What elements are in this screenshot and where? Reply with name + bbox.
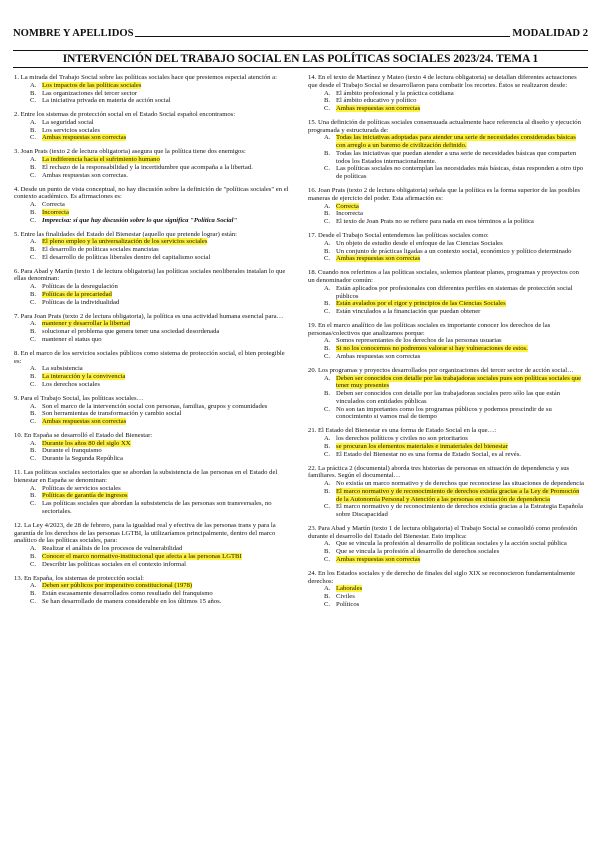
answer-option [308, 105, 584, 113]
option-text: Todas las iniciativas que puedan atender a una serie de necesidades básicas que comparten todos los Estados internacionalmente. [336, 149, 577, 165]
question-text: 10. En España se desarrolló el Estado del Bienestar: [14, 431, 153, 439]
option-text: El ámbito profesional y la práctica cotidiana [336, 89, 454, 97]
answer-option [14, 82, 290, 90]
question-text: 11. Las políticas sociales sectoriales que se abordan la subsistencia de las personas en el Estado del bienestar en España se denominan: [14, 469, 278, 484]
answer-option [14, 590, 290, 598]
option-letter: B. [30, 290, 37, 298]
answer-option [14, 238, 290, 246]
answer-option [14, 246, 290, 254]
answer-option [308, 488, 584, 504]
answer-option [14, 156, 290, 164]
answer-option [14, 582, 290, 590]
option-text: Políticas de la desregulación [42, 283, 118, 291]
answer-option [308, 255, 584, 263]
question-text: 9. Para el Trabajo Social, las políticas sociales… [14, 394, 144, 402]
answer-option [308, 443, 584, 451]
option-letter: A. [30, 118, 37, 126]
option-letter: B. [30, 246, 37, 253]
option-letter: B. [30, 492, 37, 500]
option-letter: C. [30, 418, 37, 425]
option-letter: A. [30, 582, 37, 590]
answer-option [14, 328, 290, 336]
question-right-1 [308, 74, 584, 113]
option-text: Ambas respuestas son correctas [336, 352, 421, 360]
answer-option [14, 545, 290, 553]
question-right-10 [308, 525, 584, 564]
option-letter: A. [324, 134, 331, 142]
option-text: La subsistencia [42, 365, 83, 373]
answer-option [14, 283, 290, 291]
option-text: Civiles [336, 593, 355, 601]
option-letter: C. [324, 450, 331, 458]
option-letter: C. [324, 405, 331, 413]
option-letter: A. [30, 238, 37, 246]
option-text: Describir las políticas sociales en el contexto informal [42, 560, 187, 568]
option-letter: C. [324, 165, 331, 173]
option-letter: B. [30, 126, 37, 134]
option-letter: C. [30, 455, 37, 463]
option-text: Un objeto de estudio desde el enfoque de las Ciencias Sociales [336, 239, 503, 247]
option-letter: B. [324, 149, 331, 157]
option-letter: A. [30, 484, 37, 492]
option-text: Los servicios sociales [42, 126, 100, 134]
question-text: 23. Para Abad y Martín (texto 1 de lectura obligatoria) el Trabajo Social se consolidó como profesión durante el desarrollo del Estado del Bienestar. Esto implica: [308, 524, 578, 540]
answer-option [308, 601, 584, 609]
answer-option [14, 381, 290, 389]
answer-option [14, 90, 290, 98]
option-text: Durante el franquismo [42, 447, 102, 455]
option-letter: B. [324, 390, 331, 398]
option-letter: A. [30, 365, 37, 373]
option-text: Un conjunto de prácticas ligadas a un contexto social, económico y político determinado [336, 247, 572, 255]
question-text: 22. La práctica 2 (documental) aborda tres historias de personas en situación de dependencia y sus familiares. Según el documental… [308, 464, 570, 480]
answer-option [308, 165, 584, 181]
question-left-8 [14, 350, 290, 389]
highlighted-answer: Están avalados por el rigor y principios de las Ciencias Sociales [336, 300, 506, 308]
highlighted-answer: Si no los conocemos no podremos valorar si hay vulneraciones de estos. [336, 345, 528, 353]
option-text: Ambas respuestas son correctas. [42, 171, 128, 179]
option-text: La seguridad social [42, 118, 94, 126]
option-letter: C. [30, 380, 37, 388]
highlighted-answer: El pleno empleo y la universalización de los servicios sociales [42, 238, 208, 246]
answer-option [308, 218, 584, 226]
highlighted-answer: Laborales [336, 585, 363, 593]
option-letter: A. [324, 585, 331, 593]
answer-option [308, 540, 584, 548]
option-text: Correcta [42, 201, 65, 209]
answer-option [308, 210, 584, 218]
option-letter: C. [324, 600, 331, 608]
option-text: Realizar el análisis de los procesos de vulnerabilidad [42, 545, 183, 553]
option-letter: A. [324, 480, 331, 487]
answer-option [308, 353, 584, 361]
option-text: Están escasamente desarrollados como resultado del franquismo [42, 590, 213, 597]
option-letter: C. [30, 97, 37, 105]
option-text: El marco normativo y de reconocimiento de derechos existía gracias a la Estrategia Española sobre Discapacidad [336, 503, 583, 518]
answer-option [14, 119, 290, 127]
option-letter: B. [324, 300, 331, 308]
option-text: Durante la Segunda República [42, 455, 123, 463]
answer-option [14, 500, 290, 516]
option-letter: C. [30, 335, 37, 343]
option-text: Políticas de servicios sociales [42, 484, 121, 492]
option-text: El Estado del Bienestar no es una forma de Estado Social, es al revés. [336, 450, 521, 458]
option-letter: A. [30, 320, 37, 328]
question-text: 19. En el marco analítico de las políticas sociales es importante conocer los derechos de las personas/colectivos que analizamos porque: [308, 321, 551, 337]
answer-option [14, 553, 290, 561]
answer-option [308, 503, 584, 519]
option-letter: B. [324, 487, 331, 495]
option-letter: C. [30, 560, 37, 568]
question-text: 16. Joan Prats (texto 2 de lectura obligatoria) señala que la política es la forma superior de las posibles maneras de ejercicio del poder. Esta afirmación es: [308, 187, 580, 202]
option-letter: B. [324, 593, 331, 601]
answer-option [14, 254, 290, 262]
question-right-2 [308, 119, 584, 181]
highlighted-answer: se procuran los elementos materiales e inmateriales del bienestar [336, 442, 508, 450]
question-left-4 [14, 186, 290, 225]
option-letter: B. [30, 208, 37, 216]
option-letter: A. [324, 239, 331, 247]
answer-option [308, 203, 584, 211]
highlighted-answer: El marco normativo y de reconocimiento de derechos existía gracias a la Ley de Promoción de la Autonomía Personal y Atención a las personas en situación de dependencia [336, 487, 580, 503]
answer-option [308, 435, 584, 443]
question-text: 14. En el texto de Martínez y Mateo (texto 4 de lectura obligatoria) se detallan diferentes actuaciones que desde el Trabajo Social se desarrollaron para combatir los recortes. Éstos se realizaron desde: [308, 74, 577, 89]
answer-option [14, 201, 290, 209]
question-left-3 [14, 148, 290, 179]
answer-option [14, 134, 290, 142]
answer-option [14, 336, 290, 344]
option-letter: A. [30, 439, 37, 447]
option-text: El desarrollo de políticas sociales mancistas [42, 246, 159, 253]
question-left-11 [14, 469, 290, 516]
option-letter: B. [324, 210, 331, 218]
answer-option [14, 418, 290, 426]
highlighted-answer: Conocer el marco normativo-institucional que afecta a las personas LGTBI [42, 552, 242, 560]
answer-option [14, 217, 290, 225]
answer-option [308, 97, 584, 105]
option-letter: A. [30, 402, 37, 410]
answer-option [308, 406, 584, 422]
option-letter: B. [30, 373, 37, 381]
question-text: 17. Desde el Trabajo Social entendemos las políticas sociales como: [308, 232, 489, 240]
option-letter: C. [30, 298, 37, 306]
question-text: 20. Los programas y proyectos desarrollados por organizaciones del tercer sector de acción social… [308, 366, 574, 374]
option-text: Son herramientas de transformación y cambio social [42, 410, 182, 418]
question-left-12 [14, 522, 290, 569]
option-text: El ámbito educativo y político [336, 97, 417, 105]
answer-option [14, 410, 290, 418]
highlighted-answer: Políticas de la precariedad [42, 290, 112, 298]
question-text: 1. La mirada del Trabajo Social sobre las políticas sociales hace que prestemos especial atención a: [14, 74, 277, 81]
answer-option [308, 548, 584, 556]
question-text: 3. Joan Prats (texto 2 de lectura obligatoria) asegura que la política tiene dos enemigos: [14, 148, 246, 156]
name-label: NOMBRE Y APELLIDOS [13, 28, 134, 39]
option-letter: C. [324, 352, 331, 360]
option-letter: B. [324, 97, 331, 105]
answer-option [308, 337, 584, 345]
answer-option [14, 320, 290, 328]
question-left-1 [14, 74, 290, 105]
answer-option [308, 390, 584, 406]
answer-option [14, 440, 290, 448]
answer-option [308, 585, 584, 593]
option-text: La iniciativa privada en materia de acción social [42, 97, 171, 105]
modality-label: MODALIDAD 2 [512, 28, 588, 39]
question-text: 21. El Estado del Bienestar es una forma de Estado Social en la que…: [308, 427, 497, 435]
highlighted-answer: Ambas respuestas son correctas [336, 255, 421, 263]
option-letter: B. [30, 89, 37, 97]
option-text: Que se vincula la profesión al desarrollo de políticas sociales y la acción social pública [336, 540, 567, 548]
option-text: El texto de Joan Prats no se refiere para nada en esos términos a la política [336, 218, 534, 226]
answer-option [308, 480, 584, 488]
option-letter: B. [30, 447, 37, 455]
question-left-5 [14, 231, 290, 262]
question-text: 7. Para Joan Prats (texto 2 de lectura obligatoria), la política es una actividad humana esencial para… [14, 312, 284, 320]
highlighted-answer: Correcta [336, 202, 359, 210]
option-text: Las políticas sociales que abordan la subsistencia de las personas son transversales, no sectoriales. [42, 500, 272, 515]
answer-option [14, 291, 290, 299]
highlighted-answer: Incorrecta [42, 208, 69, 216]
highlighted-answer: La indiferencia hacia el sufrimiento humano [42, 156, 160, 164]
answer-option [14, 97, 290, 105]
option-letter: A. [324, 540, 331, 548]
option-text: Las organizaciones del tercer sector [42, 89, 138, 97]
option-letter: B. [30, 328, 37, 336]
question-text: 6. Para Abad y Martín (texto 1 de lectura obligatoria) las políticas sociales neoliberales instalan lo que ellas denominan: [14, 267, 286, 283]
option-letter: C. [30, 253, 37, 261]
answer-option [14, 209, 290, 217]
option-text: Las políticas sociales no contemplan las necesidades más básicas, éstas responden a otro tipo de políticas [336, 165, 584, 181]
answer-option [308, 248, 584, 256]
option-text: El desarrollo de políticas liberales dentro del capitalismo social [42, 253, 211, 261]
option-letter: A. [30, 545, 37, 553]
question-left-10 [14, 432, 290, 463]
question-text: 4. Desde un punto de vista conceptual, no hay discusión sobre la definición de "políticas sociales" en el contexto académico. Es afirmaciones es: [14, 185, 289, 201]
question-left-9 [14, 395, 290, 426]
answer-option [14, 455, 290, 463]
highlighted-answer: Ambas respuestas son correctas [42, 418, 127, 425]
highlighted-answer: Ambas respuestas son correctas [336, 555, 421, 563]
question-right-11 [308, 570, 584, 609]
highlighted-answer: mantener y desarrollar la libertad [42, 320, 131, 328]
question-right-3 [308, 187, 584, 226]
answer-option [14, 598, 290, 606]
answer-option [14, 299, 290, 307]
highlighted-answer: Deben ser públicos por imperativo constitucional (1978) [42, 582, 193, 590]
option-letter: B. [324, 442, 331, 450]
question-text: 24. En los Estados sociales y de derecho de finales del siglo XIX se reconocieron fundamentalmente derechos: [308, 569, 576, 585]
answer-option [308, 150, 584, 166]
highlighted-answer: Durante los años 80 del siglo XX [42, 439, 131, 447]
left-column [14, 74, 290, 612]
answer-option [14, 492, 290, 500]
answer-option [14, 365, 290, 373]
question-left-2 [14, 111, 290, 142]
option-letter: A. [324, 89, 331, 97]
option-letter: A. [324, 337, 331, 345]
option-text: los derechos políticos y civiles no son prioritarios [336, 435, 468, 443]
answer-option [308, 300, 584, 308]
option-text: Están aplicados por profesionales con diferentes perfiles en sistemas de protección social públicos [336, 284, 573, 300]
question-right-5 [308, 269, 584, 316]
question-text: 15. Una definición de políticas sociales consensuada actualmente hace referencia al diseño y ejecución programada y estructurada de: [308, 118, 581, 134]
option-text: Políticas de la individualidad [42, 298, 120, 306]
question-right-4 [308, 232, 584, 263]
option-letter: A. [30, 201, 37, 209]
option-letter: A. [30, 283, 37, 291]
question-left-6 [14, 268, 290, 307]
question-text: 2. Entre los sistemas de protección social en el Estado Social español encontramos: [14, 111, 236, 119]
name-line [135, 36, 510, 37]
answer-option [308, 90, 584, 98]
option-text: Deben ser conocidos con detalle por las trabajadoras sociales pero sólo las que están vinculados con entidades públicas [336, 390, 561, 405]
answer-option [308, 375, 584, 391]
option-text: El rechazo de la responsabilidad y la incertidumbre que acompaña a la libertad. [42, 163, 253, 171]
option-text: Imprecisa: sí que hay discusión sobre lo que significa "Política Social" [42, 216, 238, 224]
option-letter: C. [30, 216, 37, 224]
answer-option [14, 172, 290, 180]
question-right-7 [308, 367, 584, 421]
option-letter: A. [30, 156, 37, 164]
answer-option [14, 127, 290, 135]
answer-option [14, 403, 290, 411]
answer-option [308, 593, 584, 601]
option-text: Los derechos sociales [42, 380, 100, 388]
option-letter: A. [324, 202, 331, 210]
option-text: Son el marco de la intervención social con personas, familias, grupos y comunidades [42, 402, 268, 410]
option-letter: C. [30, 134, 37, 142]
option-letter: C. [30, 171, 37, 179]
option-letter: B. [324, 548, 331, 556]
answer-option [14, 447, 290, 455]
question-left-7 [14, 313, 290, 344]
highlighted-answer: La interacción y la convivencia [42, 373, 126, 381]
right-column [308, 74, 584, 615]
header [13, 28, 588, 39]
option-letter: A. [324, 284, 331, 292]
option-text: No existía un marco normativo y de derechos que reconociese las situaciones de dependencia [336, 480, 585, 487]
question-right-8 [308, 427, 584, 458]
option-text: solucionar el problema que genera tener una sociedad desordenada [42, 328, 220, 336]
highlighted-answer: Políticas de garantía de ingresos [42, 492, 128, 500]
highlighted-answer: Los impactos de las políticas sociales [42, 81, 142, 89]
option-letter: C. [324, 255, 331, 263]
answer-option [14, 164, 290, 172]
highlighted-answer: Ambas respuestas son correctas [336, 105, 421, 112]
option-letter: C. [324, 308, 331, 315]
option-letter: C. [30, 597, 37, 605]
option-text: Somos representantes de los derechos de las personas usuarias [336, 337, 502, 345]
option-text: Se han desarrollado de manera considerable en los últimos 15 años. [42, 597, 222, 605]
option-letter: C. [30, 500, 37, 508]
question-text: 13. En España, los sistemas de protección social: [14, 574, 145, 582]
answer-option [308, 308, 584, 316]
question-text: 5. Entre las finalidades del Estado del Bienestar (aquello que pretende lograr) están: [14, 230, 237, 238]
answer-option [308, 345, 584, 353]
option-text: Incorrecta [336, 210, 363, 218]
option-letter: B. [30, 590, 37, 597]
option-letter: B. [30, 552, 37, 560]
option-text: Están vinculados a la financiación que puedan obtener [336, 308, 481, 315]
highlighted-answer: Todas las iniciativas adoptadas para atender una serie de necesidades consideradas básicas con arreglo a un baremo de civilización definido. [336, 134, 576, 150]
question-left-13 [14, 575, 290, 606]
option-letter: A. [324, 435, 331, 443]
answer-option [308, 556, 584, 564]
option-text: No son tan importantes como los programas públicos y podemos prescindir de su conocimiento si vamos mal de tiempo [336, 405, 552, 421]
option-letter: C. [324, 218, 331, 226]
option-letter: B. [324, 247, 331, 255]
answer-option [308, 451, 584, 459]
option-letter: B. [324, 345, 331, 353]
option-letter: B. [30, 410, 37, 418]
answer-option [308, 134, 584, 150]
option-text: Que se vincula la profesión al desarrollo de derechos sociales [336, 548, 500, 556]
page-title: INTERVENCIÓN DEL TRABAJO SOCIAL EN LAS POLÍTICAS SOCIALES 2023/24. TEMA 1 [13, 50, 588, 68]
answer-option [308, 240, 584, 248]
question-text: 12. La Ley 4/2023, de 28 de febrero, para la igualdad real y efectiva de las personas trans y para la garantía de los derechos de las personas LGTBI, la utilizaríamos principalmente, dentro del marco analítico de las políticas sociales, para: [14, 521, 276, 545]
option-letter: C. [324, 555, 331, 563]
option-letter: B. [30, 163, 37, 171]
question-right-6 [308, 322, 584, 361]
option-text: mantener el status quo [42, 335, 102, 343]
question-right-9 [308, 465, 584, 519]
option-text: Políticos [336, 600, 360, 608]
highlighted-answer: Deben ser conocidos con detalle por las trabajadoras sociales pues son políticas sociales que tener muy presentes [336, 374, 582, 390]
option-letter: C. [324, 105, 331, 112]
option-letter: A. [324, 374, 331, 382]
answer-option [14, 373, 290, 381]
question-text: 8. En el marco de los servicios sociales públicos como sistema de protección social, el bien protegible es: [14, 349, 285, 365]
option-letter: C. [324, 503, 331, 511]
highlighted-answer: Ambas respuestas son correctas [42, 134, 127, 142]
answer-option [14, 561, 290, 569]
answer-option [14, 485, 290, 493]
question-text: 18. Cuando nos referimos a las políticas sociales, solemos plantear planes, programas y proyectos con un denominador común: [308, 269, 579, 284]
option-letter: A. [30, 81, 37, 89]
answer-option [308, 285, 584, 301]
